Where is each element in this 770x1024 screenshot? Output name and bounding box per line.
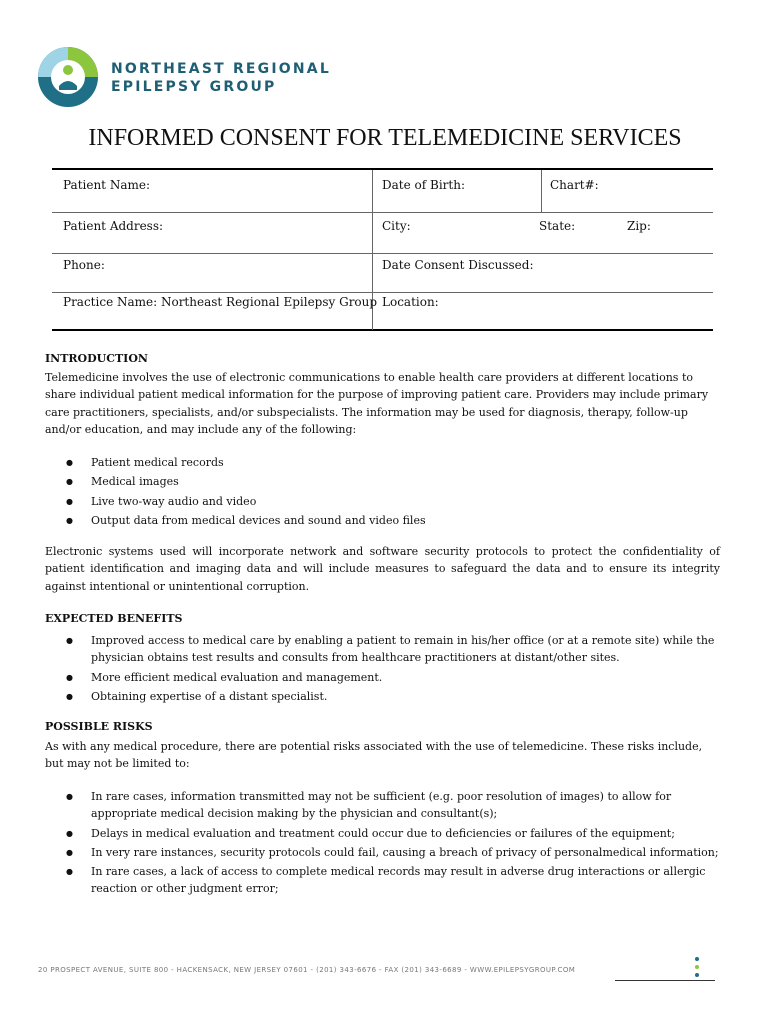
date-of-birth-field[interactable]: Date of Birth: [382, 178, 465, 192]
list-item: ● In rare cases, information transmitted may not be sufficient (e.g. poor resolution of images) to allow for appropriate medical decision making by the physician and consultant(s); [60, 788, 720, 823]
list-item: ● Improved access to medical care by enabling a patient to remain in his/her office (or at a remote site) while the physician obtains test results and consults from healthcare practitioners at distant/other sites. [60, 632, 720, 667]
zip-field[interactable]: Zip: [627, 219, 651, 233]
table-top-border [52, 168, 713, 170]
patient-address-field[interactable]: Patient Address: [63, 219, 164, 233]
patient-info-table [52, 168, 713, 332]
introduction-list [60, 454, 720, 529]
list-item: ● Medical images [60, 473, 720, 490]
date-consent-discussed-field[interactable]: Date Consent Discussed: [382, 258, 534, 272]
introduction-heading: INTRODUCTION [45, 352, 148, 365]
column-divider [541, 170, 542, 212]
benefits-list [60, 632, 720, 705]
benefits-heading: EXPECTED BENEFITS [45, 612, 183, 625]
phone-field[interactable]: Phone: [63, 258, 105, 272]
row-divider [52, 292, 713, 293]
list-item: ● Output data from medical devices and sound and video files [60, 512, 720, 529]
row-divider [52, 212, 713, 213]
list-item: ● Delays in medical evaluation and treatment could occur due to deficiencies or failures of the equipment; [60, 825, 720, 842]
list-item: ● Patient medical records [60, 454, 720, 471]
chart-number-field[interactable]: Chart#: [550, 178, 599, 192]
location-field[interactable]: Location: [382, 295, 439, 309]
logo-text-line2: EPILEPSY GROUP [111, 79, 277, 95]
footer-address: 20 PROSPECT AVENUE, SUITE 800 - HACKENSACK, NEW JERSEY 07601 - (201) 343-6676 - FAX (201) 343-6689 - WWW.EPILEPSYGROUP.COM [38, 966, 576, 974]
list-item: ● Obtaining expertise of a distant specialist. [60, 688, 720, 705]
list-item: ● Live two-way audio and video [60, 493, 720, 510]
footer-rule [615, 980, 715, 981]
list-item: ● In rare cases, a lack of access to complete medical records may result in adverse drug interactions or allergic reaction or other judgment error; [60, 863, 720, 898]
list-item: ● In very rare instances, security protocols could fail, causing a breach of privacy of personalmedical information; [60, 844, 720, 861]
security-paragraph: Electronic systems used will incorporate network and software security protocols to protect the confidentiality of patient identification and imaging data and will include measures to safeguard the data and to ensure its integrity against intentional or unintentional corruption. [45, 545, 720, 593]
footer-dot-icon [695, 973, 699, 977]
footer-dot-icon [695, 957, 699, 961]
risks-heading: POSSIBLE RISKS [45, 720, 153, 733]
introduction-paragraph: Telemedicine involves the use of electronic communications to enable health care providers at different locations to share individual patient medical information for the purpose of improving patient care. Providers may include primary care practitioners, specialists, and/or subspecialists. The information may be used for diagnosis, therapy, follow-up and/or education, and may include any of the following: [45, 371, 709, 436]
logo-text-line1: NORTHEAST REGIONAL [111, 61, 331, 77]
document-title: INFORMED CONSENT FOR TELEMEDICINE SERVICES [88, 125, 682, 151]
city-field[interactable]: City: [382, 219, 411, 233]
risks-paragraph: As with any medical procedure, there are potential risks associated with the use of telemedicine. These risks include, but may not be limited to: [45, 740, 703, 771]
practice-name-field: Practice Name: Northeast Regional Epilepsy Group [63, 295, 378, 309]
risks-list [60, 788, 720, 898]
patient-name-field[interactable]: Patient Name: [63, 178, 150, 192]
state-field[interactable]: State: [539, 219, 576, 233]
epilepsy-group-logo [37, 46, 99, 108]
row-divider [52, 253, 713, 254]
footer-dot-icon [695, 965, 699, 969]
table-bottom-border [52, 329, 713, 331]
list-item: ● More efficient medical evaluation and management. [60, 669, 720, 686]
